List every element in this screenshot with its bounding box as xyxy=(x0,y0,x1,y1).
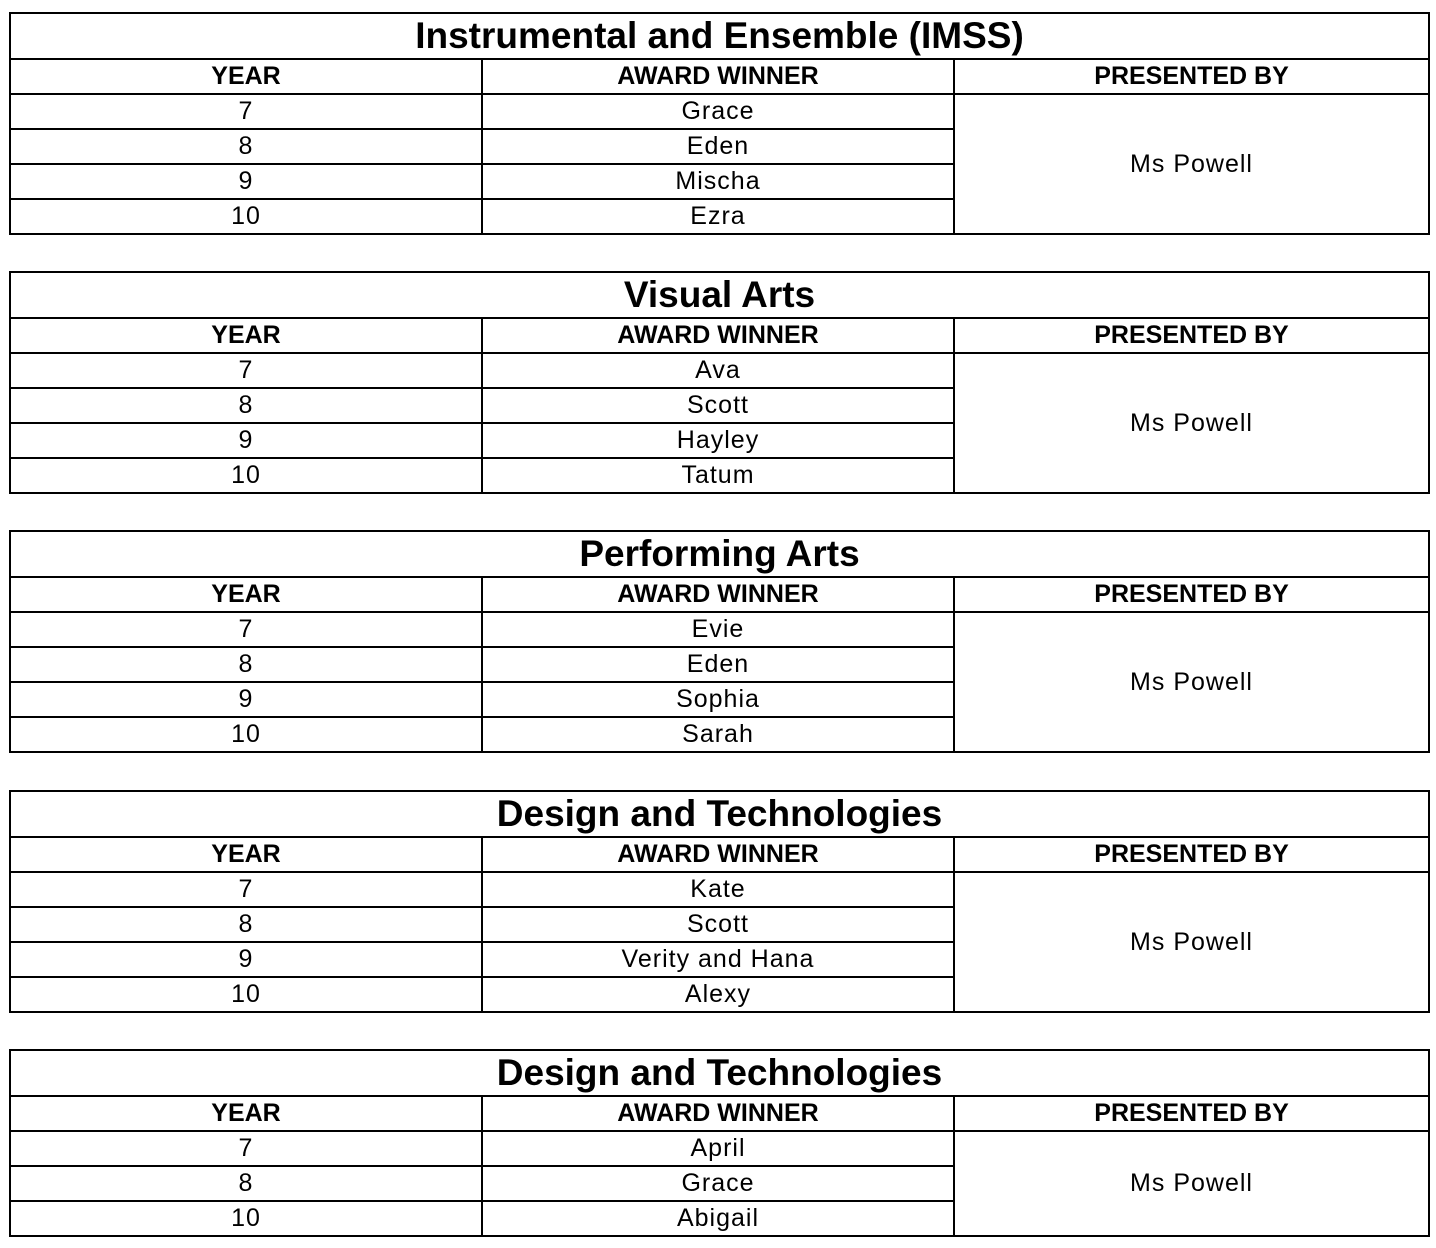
year-cell: 10 xyxy=(10,199,482,234)
year-cell: 10 xyxy=(10,977,482,1012)
year-cell: 9 xyxy=(10,682,482,717)
year-cell: 7 xyxy=(10,1131,482,1166)
year-cell: 8 xyxy=(10,1166,482,1201)
table-row xyxy=(10,353,1429,388)
winner-cell: Grace xyxy=(482,94,954,129)
section-title: Instrumental and Ensemble (IMSS) xyxy=(10,13,1429,59)
presenter-cell: Ms Powell xyxy=(954,612,1429,752)
award-table-design-technologies xyxy=(9,790,1430,1013)
award-table-visual-arts xyxy=(9,271,1430,494)
year-cell: 9 xyxy=(10,164,482,199)
winner-cell: Scott xyxy=(482,388,954,423)
award-winner-header: AWARD WINNER xyxy=(482,318,954,353)
winner-cell: Kate xyxy=(482,872,954,907)
section-title: Performing Arts xyxy=(10,531,1429,577)
year-cell: 9 xyxy=(10,423,482,458)
section-title: Design and Technologies xyxy=(10,1050,1429,1096)
winner-cell: Eden xyxy=(482,647,954,682)
award-winner-header: AWARD WINNER xyxy=(482,1096,954,1131)
table-row xyxy=(10,94,1429,129)
award-table-performing-arts xyxy=(9,530,1430,753)
year-header: YEAR xyxy=(10,59,482,94)
year-cell: 8 xyxy=(10,129,482,164)
year-cell: 8 xyxy=(10,907,482,942)
presenter-cell: Ms Powell xyxy=(954,353,1429,493)
award-winner-header: AWARD WINNER xyxy=(482,59,954,94)
winner-cell: Evie xyxy=(482,612,954,647)
winner-cell: April xyxy=(482,1131,954,1166)
winner-cell: Ava xyxy=(482,353,954,388)
winner-cell: Sophia xyxy=(482,682,954,717)
award-table-design-technologies-2 xyxy=(9,1049,1430,1237)
year-header: YEAR xyxy=(10,837,482,872)
year-cell: 10 xyxy=(10,717,482,752)
award-winner-header: AWARD WINNER xyxy=(482,837,954,872)
presented-by-header: PRESENTED BY xyxy=(954,577,1429,612)
year-cell: 10 xyxy=(10,458,482,493)
award-winner-header: AWARD WINNER xyxy=(482,577,954,612)
table-row xyxy=(10,612,1429,647)
table-row xyxy=(10,872,1429,907)
winner-cell: Scott xyxy=(482,907,954,942)
presented-by-header: PRESENTED BY xyxy=(954,837,1429,872)
winner-cell: Alexy xyxy=(482,977,954,1012)
award-table-imss xyxy=(9,12,1430,235)
presented-by-header: PRESENTED BY xyxy=(954,59,1429,94)
year-cell: 10 xyxy=(10,1201,482,1236)
year-header: YEAR xyxy=(10,318,482,353)
winner-cell: Tatum xyxy=(482,458,954,493)
year-cell: 7 xyxy=(10,353,482,388)
winner-cell: Abigail xyxy=(482,1201,954,1236)
winner-cell: Verity and Hana xyxy=(482,942,954,977)
year-cell: 7 xyxy=(10,872,482,907)
year-cell: 7 xyxy=(10,94,482,129)
year-cell: 8 xyxy=(10,388,482,423)
section-title: Visual Arts xyxy=(10,272,1429,318)
year-cell: 9 xyxy=(10,942,482,977)
year-header: YEAR xyxy=(10,1096,482,1131)
winner-cell: Sarah xyxy=(482,717,954,752)
presented-by-header: PRESENTED BY xyxy=(954,318,1429,353)
year-header: YEAR xyxy=(10,577,482,612)
year-cell: 7 xyxy=(10,612,482,647)
presenter-cell: Ms Powell xyxy=(954,1131,1429,1236)
winner-cell: Eden xyxy=(482,129,954,164)
presented-by-header: PRESENTED BY xyxy=(954,1096,1429,1131)
winner-cell: Grace xyxy=(482,1166,954,1201)
winner-cell: Ezra xyxy=(482,199,954,234)
winner-cell: Mischa xyxy=(482,164,954,199)
section-title: Design and Technologies xyxy=(10,791,1429,837)
presenter-cell: Ms Powell xyxy=(954,872,1429,1012)
table-row xyxy=(10,1131,1429,1166)
presenter-cell: Ms Powell xyxy=(954,94,1429,234)
winner-cell: Hayley xyxy=(482,423,954,458)
year-cell: 8 xyxy=(10,647,482,682)
